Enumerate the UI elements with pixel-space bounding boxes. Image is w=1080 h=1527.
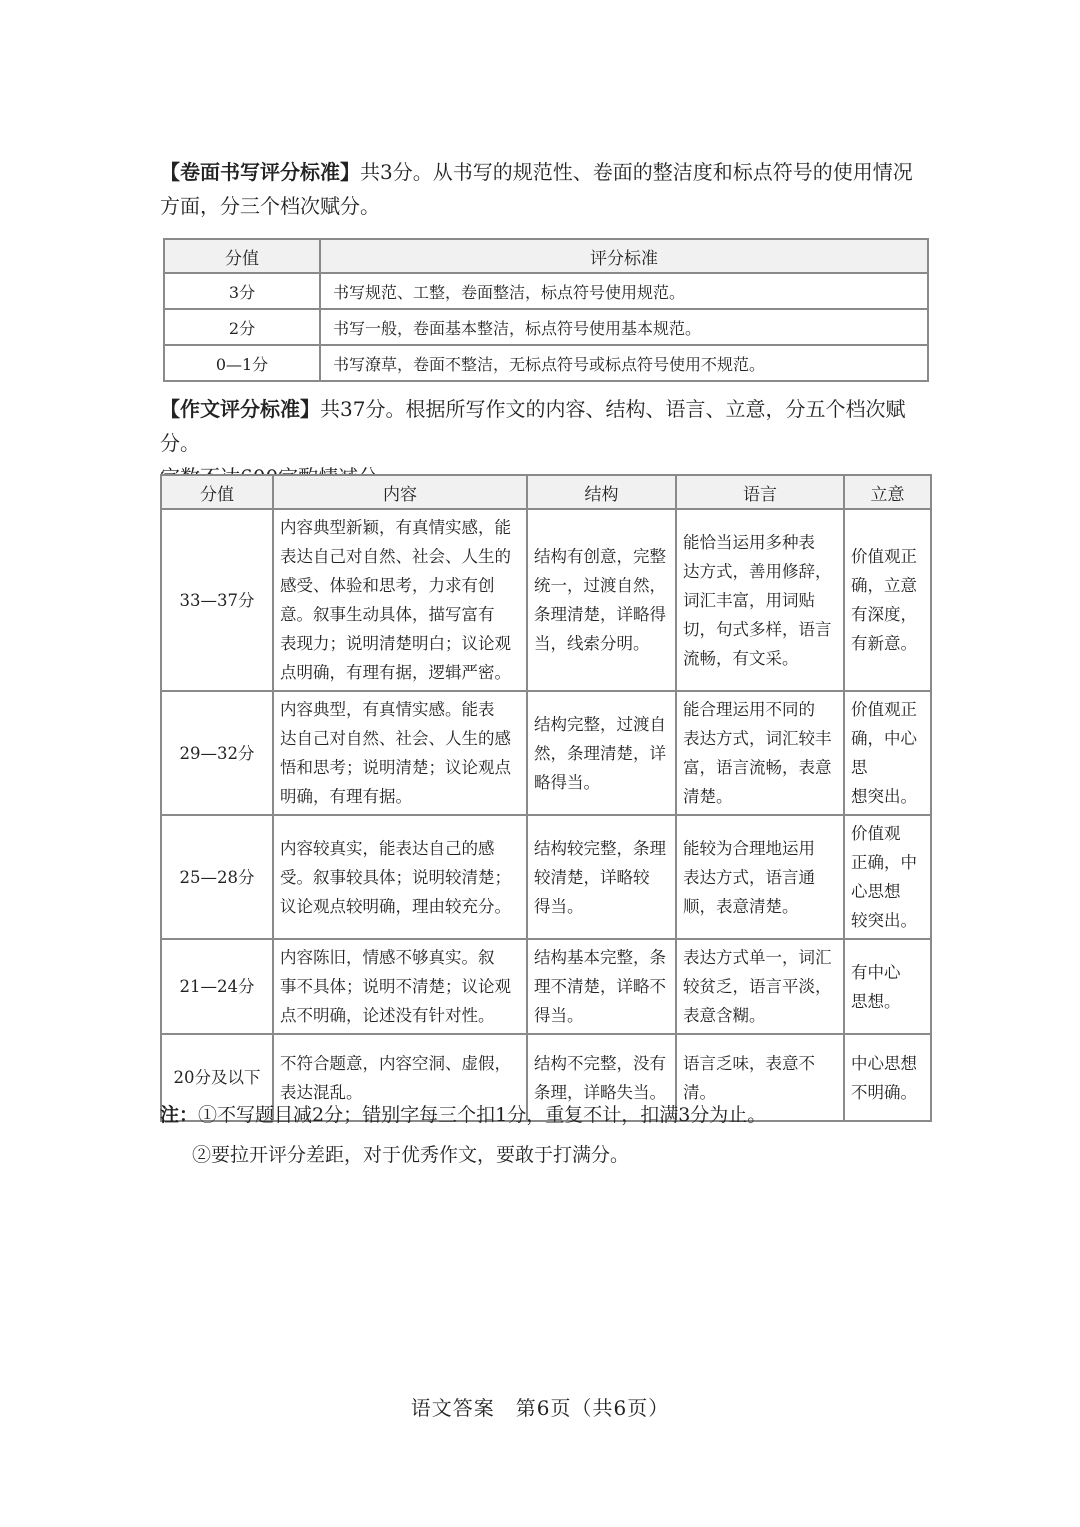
section2-line1: 共37分。根据所写作文的内容、结构、语言、立意，分五个档次赋分。	[160, 397, 906, 455]
table-row	[161, 939, 931, 1034]
cell-line: 有新意。	[851, 634, 917, 653]
score-cell: 3分	[164, 273, 320, 309]
content-cell	[273, 691, 527, 815]
cell-line: 达自己对自然、社会、人生的感	[280, 729, 511, 748]
cell-line: 价值观正	[851, 547, 917, 566]
cell-line: 想突出。	[851, 787, 917, 806]
cell-line: 表达方式，语言通	[683, 867, 815, 887]
cell-line: 当，线索分明。	[534, 634, 650, 653]
cell-line: 有深度，	[851, 605, 917, 624]
cell-line: 得当。	[534, 1006, 584, 1025]
idea-cell	[844, 509, 931, 691]
section1-line2: 方面，分三个档次赋分。	[160, 194, 380, 218]
essay-score-table	[160, 474, 932, 1122]
cell-line: 能合理运用不同的	[683, 700, 815, 719]
cell-line: 得当。	[534, 896, 584, 916]
note-1-text: ①不写题目减2分；错别字每三个扣1分，重复不计，扣满3分为止。	[198, 1104, 767, 1126]
note-1	[160, 1100, 766, 1127]
cell-line: 心思想	[851, 882, 901, 901]
structure-cell	[527, 509, 676, 691]
cell-line: 表达自己对自然、社会、人生的	[280, 547, 511, 566]
table-header: 语言	[676, 475, 844, 509]
idea-cell	[844, 815, 931, 939]
cell-line: 正确，中	[851, 853, 917, 872]
cell-line: 结构较完整，条理	[534, 838, 666, 858]
table-header: 分值	[161, 475, 273, 509]
structure-cell	[527, 691, 676, 815]
table-row	[164, 273, 928, 309]
table-header: 结构	[527, 475, 676, 509]
criteria-cell: 书写一般，卷面基本整洁，标点符号使用基本规范。	[320, 309, 928, 345]
content-cell	[273, 509, 527, 691]
criteria-cell: 书写规范、工整，卷面整洁，标点符号使用规范。	[320, 273, 928, 309]
cell-line: 切，句式多样，语言	[683, 619, 832, 639]
cell-line: 事不具体；说明不清楚；议论观	[280, 977, 511, 996]
table-row	[161, 815, 931, 939]
cell-line: 结构完整，过渡自	[534, 714, 666, 734]
cell-line: 达方式，善用修辞，	[683, 561, 832, 581]
cell-line: 表现力；说明清楚明白；议论观	[280, 634, 511, 653]
cell-line: 受。叙事较具体；说明较清楚；	[280, 867, 511, 887]
cell-line: 较突出。	[851, 911, 917, 930]
note-label: 注：	[160, 1104, 199, 1126]
cell-line: 较贫乏，语言平淡，	[683, 977, 832, 996]
cell-line: 内容典型，有真情实感。能表	[280, 700, 495, 719]
cell-line: 价值观正	[851, 700, 917, 719]
language-cell	[676, 509, 844, 691]
note-2: ②要拉开评分差距，对于优秀作文，要敢于打满分。	[192, 1144, 630, 1166]
table-header: 评分标准	[320, 239, 928, 273]
cell-line: 然，条理清楚，详	[534, 743, 666, 763]
cell-line: 能较为合理地运用	[683, 838, 815, 858]
score-cell: 0—1分	[164, 345, 320, 381]
content-cell	[273, 939, 527, 1034]
table-row	[164, 309, 928, 345]
cell-line: 富，语言流畅，表意	[683, 758, 832, 777]
cell-line: 理不清楚，详略不	[534, 977, 666, 996]
score-cell: 2分	[164, 309, 320, 345]
section1-line1: 共3分。从书写的规范性、卷面的整洁度和标点符号的使用情况	[360, 160, 913, 184]
cell-line: 有中心	[851, 962, 901, 982]
table-header: 内容	[273, 475, 527, 509]
table-row	[161, 691, 931, 815]
table-header: 分值	[164, 239, 320, 273]
cell-line: 价值观	[851, 824, 901, 843]
idea-cell	[844, 691, 931, 815]
section1-paragraph	[160, 155, 940, 223]
page-footer: 语文答案 第6页（共6页）	[410, 1396, 670, 1420]
language-cell	[676, 691, 844, 815]
cell-line: 不符合题意，内容空洞、虚假，	[280, 1053, 511, 1073]
score-cell: 25—28分	[161, 815, 273, 939]
cell-line: 不明确。	[851, 1082, 917, 1102]
cell-line: 内容陈旧，情感不够真实。叙	[280, 948, 495, 967]
idea-cell	[844, 939, 931, 1034]
cell-line: 清楚。	[683, 787, 733, 806]
cell-line: 感受、体验和思考，力求有创	[280, 576, 495, 595]
language-cell	[676, 939, 844, 1034]
cell-line: 点不明确，论述没有针对性。	[280, 1006, 495, 1025]
score-cell: 33—37分	[161, 509, 273, 691]
cell-line: 议论观点较明确，理由较充分。	[280, 896, 511, 916]
cell-line: 词汇丰富，用词贴	[683, 590, 815, 610]
cell-line: 表达方式单一，词汇	[683, 948, 832, 967]
table-row	[164, 345, 928, 381]
score-cell: 21—24分	[161, 939, 273, 1034]
cell-line: 点明确，有理有据，逻辑严密。	[280, 663, 511, 682]
cell-line: 明确，有理有据。	[280, 787, 412, 806]
cell-line: 内容较真实，能表达自己的感	[280, 838, 495, 858]
cell-line: 统一，过渡自然，	[534, 576, 666, 595]
section1-title: 【卷面书写评分标准】	[160, 160, 360, 184]
table-row	[161, 509, 931, 691]
cell-line: 较清楚，详略较	[534, 867, 650, 887]
score-cell: 20分及以下	[161, 1034, 273, 1121]
structure-cell	[527, 939, 676, 1034]
handwriting-score-table	[163, 238, 929, 382]
language-cell	[676, 815, 844, 939]
criteria-cell: 书写潦草，卷面不整洁，无标点符号或标点符号使用不规范。	[320, 345, 928, 381]
cell-line: 条理，详略失当。	[534, 1082, 666, 1102]
cell-line: 确，中心思	[851, 729, 917, 777]
cell-line: 略得当。	[534, 772, 600, 792]
cell-line: 流畅，有文采。	[683, 648, 799, 668]
table-header-row	[161, 475, 931, 509]
cell-line: 确，立意	[851, 576, 917, 595]
cell-line: 意。叙事生动具体，描写富有	[280, 605, 495, 624]
cell-line: 内容典型新颖，有真情实感，能	[280, 518, 511, 537]
cell-line: 思想。	[851, 991, 901, 1011]
cell-line: 结构不完整，没有	[534, 1053, 666, 1073]
cell-line: 结构基本完整，条	[534, 948, 666, 967]
cell-line: 表意含糊。	[683, 1006, 766, 1025]
table-header: 立意	[844, 475, 931, 509]
cell-line: 语言乏味，表意不清。	[683, 1053, 815, 1102]
idea-cell	[844, 1034, 931, 1121]
score-cell: 29—32分	[161, 691, 273, 815]
cell-line: 结构有创意，完整	[534, 547, 666, 566]
cell-line: 顺，表意清楚。	[683, 896, 799, 916]
cell-line: 中心思想	[851, 1053, 917, 1073]
cell-line: 表达混乱。	[280, 1082, 363, 1102]
cell-line: 能恰当运用多种表	[683, 532, 815, 552]
content-cell	[273, 815, 527, 939]
cell-line: 悟和思考；说明清楚；议论观点	[280, 758, 511, 777]
table-header-row	[164, 239, 928, 273]
cell-line: 条理清楚，详略得	[534, 605, 666, 624]
section2-title: 【作文评分标准】	[160, 397, 320, 421]
structure-cell	[527, 815, 676, 939]
cell-line: 表达方式，词汇较丰	[683, 729, 832, 748]
